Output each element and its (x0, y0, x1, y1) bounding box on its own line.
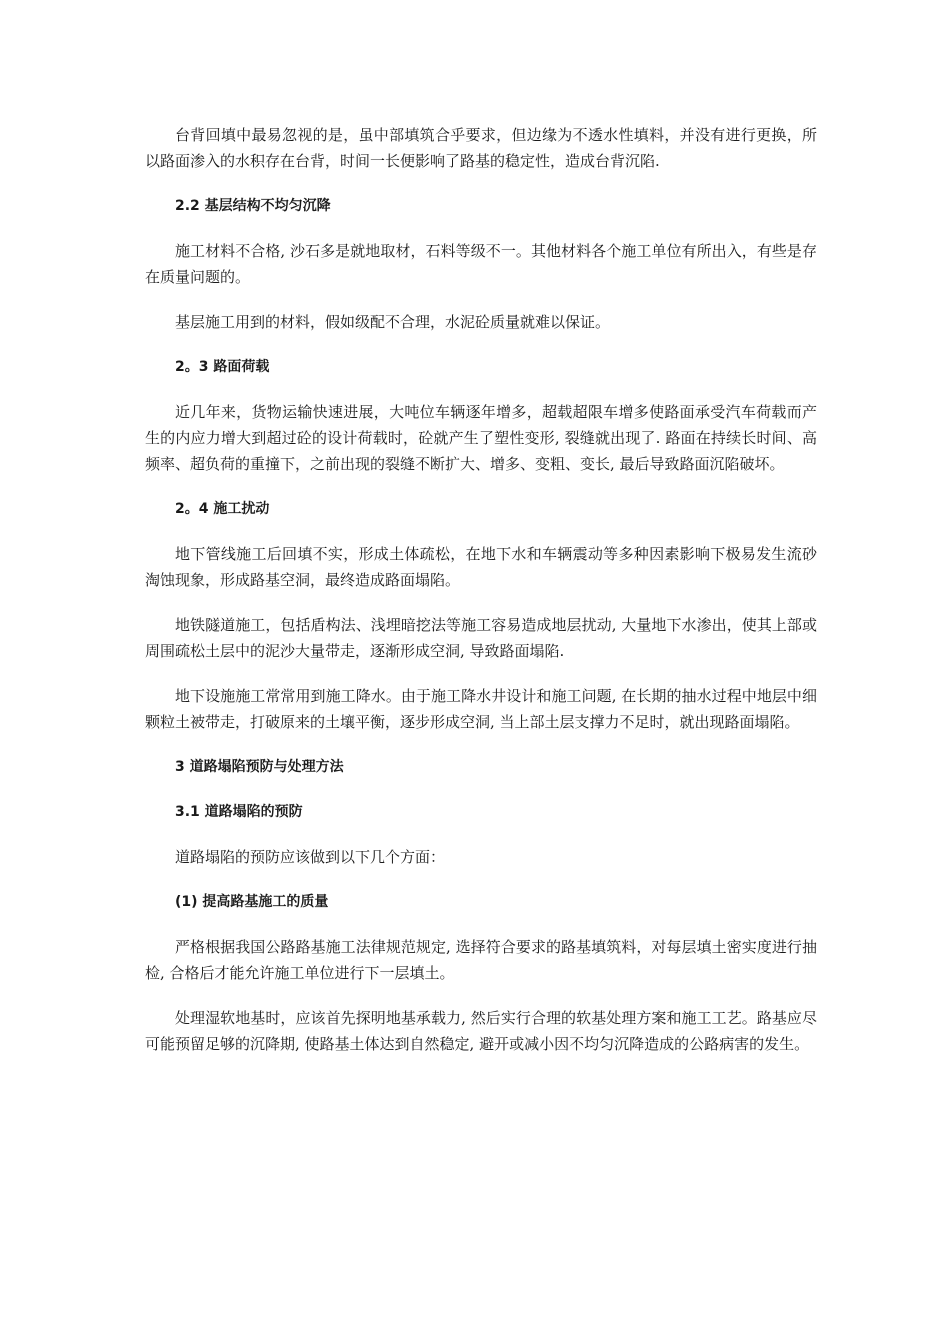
paragraph: 台背回填中最易忽视的是，虽中部填筑合乎要求，但边缘为不透水性填料，并没有进行更换，所以路面渗入的水积存在台背，时间一长便影响了路基的稳定性，造成台背沉陷. (145, 126, 817, 170)
paragraph: 地下管线施工后回填不实，形成土体疏松，在地下水和车辆震动等多种因素影响下极易发生流砂淘蚀现象，形成路基空洞，最终造成路面塌陷。 (145, 545, 817, 589)
document-page (145, 122, 817, 1076)
section-heading: 2。4 施工扰动 (175, 501, 270, 517)
paragraph: 施工材料不合格, 沙石多是就地取材，石料等级不一。其他材料各个施工单位有所出入，有些是存在质量问题的。 (145, 242, 817, 286)
paragraph: 地铁隧道施工，包括盾构法、浅埋暗挖法等施工容易造成地层扰动, 大量地下水渗出，使其上部或周围疏松土层中的泥沙大量带走，逐渐形成空洞, 导致路面塌陷. (145, 616, 817, 660)
paragraph: 处理湿软地基时，应该首先探明地基承载力, 然后实行合理的软基处理方案和施工工艺。路基应尽可能预留足够的沉降期, 使路基土体达到自然稳定, 避开或减小因不均匀沉降造成的公路病害的发生。 (145, 1009, 817, 1053)
subsection-heading: (1) 提高路基施工的质量 (175, 894, 329, 910)
section-heading: 3.1 道路塌陷的预防 (175, 804, 303, 820)
chapter-heading: 3 道路塌陷预防与处理方法 (175, 759, 344, 775)
paragraph: 道路塌陷的预防应该做到以下几个方面： (175, 848, 446, 866)
section-heading: 2.2 基层结构不均匀沉降 (175, 198, 331, 214)
section-heading: 2。3 路面荷载 (175, 359, 270, 375)
paragraph: 严格根据我国公路路基施工法律规范规定, 选择符合要求的路基填筑料，对每层填土密实度进行抽检, 合格后才能允许施工单位进行下一层填土。 (145, 938, 817, 982)
paragraph: 地下设施施工常常用到施工降水。由于施工降水井设计和施工问题, 在长期的抽水过程中地层中细颗粒土被带走，打破原来的土壤平衡，逐步形成空洞, 当上部土层支撑力不足时，就出现路面塌陷。 (145, 687, 817, 731)
paragraph: 近几年来，货物运输快速进展，大吨位车辆逐年增多，超载超限车增多使路面承受汽车荷载而产生的内应力增大到超过砼的设计荷载时，砼就产生了塑性变形, 裂缝就出现了. 路面在持续长时间、高频率、超负荷的重撞下，之前出现的裂缝不断扩大、增多、变粗、变长, 最后导致路面沉陷破坏。 (145, 403, 817, 473)
paragraph: 基层施工用到的材料，假如级配不合理，水泥砼质量就难以保证。 (175, 313, 611, 331)
